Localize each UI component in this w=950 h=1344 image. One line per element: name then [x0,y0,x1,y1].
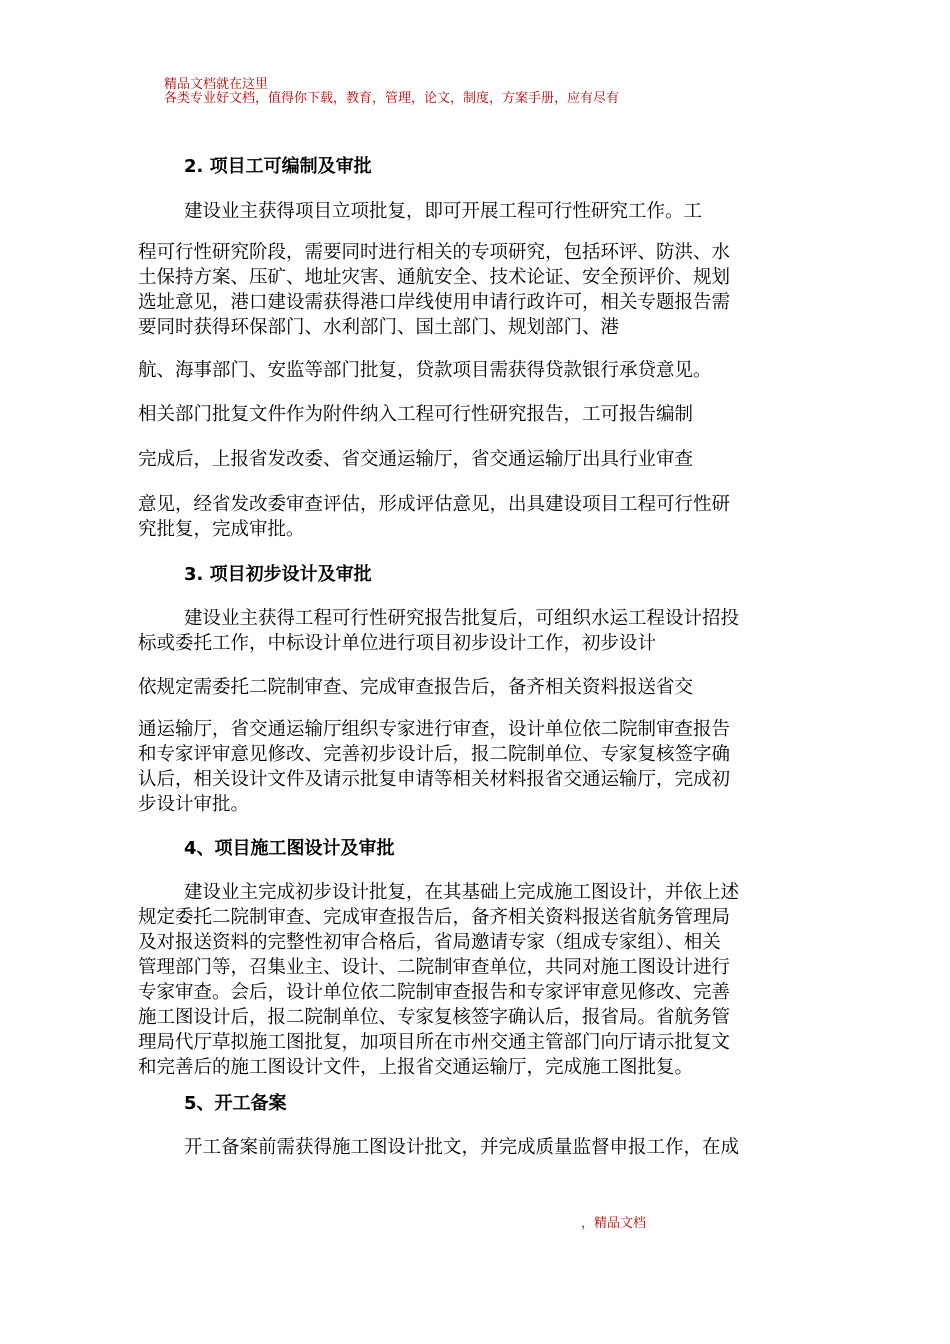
paragraph-line: 步设计审批。 [138,794,250,815]
paragraph-line: 究批复，完成审批。 [138,519,305,540]
paragraph-line: 和完善后的施工图设计文件，上报省交通运输厅，完成施工图批复。 [138,1057,694,1078]
header-line-1: 精品文档就在这里 [164,77,269,92]
section-heading-4: 4、项目施工图设计及审批 [184,838,395,859]
paragraph-line: 土保持方案、压矿、地址灾害、通航安全、技术论证、安全预评价、规划 [138,267,731,288]
paragraph-line: 依规定需委托二院制审查、完成审查报告后，备齐相关资料报送省交 [138,677,694,698]
paragraph-line: 程可行性研究阶段，需要同时进行相关的专项研究，包括环评、防洪、水 [138,242,731,263]
paragraph-line: 要同时获得环保部门、水利部门、国土部门、规划部门、港 [138,317,620,338]
footer-text: ，精品文档 [581,1216,647,1231]
paragraph-line: 建设业主获得项目立项批复，即可开展工程可行性研究工作。工 [184,201,703,222]
paragraph-line: 航、海事部门、安监等部门批复，贷款项目需获得贷款银行承贷意见。 [138,360,712,381]
paragraph-line: 标或委托工作，中标设计单位进行项目初步设计工作，初步设计 [138,633,657,654]
paragraph-line: 选址意见，港口建设需获得港口岸线使用申请行政许可，相关专题报告需 [138,292,731,313]
section-heading-5: 5、开工备案 [184,1093,287,1114]
paragraph-line: 建设业主获得工程可行性研究报告批复后，可组织水运工程设计招投 [184,608,740,629]
paragraph-line: 规定委托二院制审查、完成审查报告后，备齐相关资料报送省航务管理局 [138,907,731,928]
paragraph-line: 及对报送资料的完整性初审合格后，省局邀请专家（组成专家组）、相关 [138,932,721,953]
header-line-2: 各类专业好文档，值得你下载，教育，管理，论文，制度，方案手册，应有尽有 [164,91,620,106]
paragraph-line: 认后，相关设计文件及请示批复申请等相关材料报省交通运输厅，完成初 [138,769,731,790]
paragraph-line: 相关部门批复文件作为附件纳入工程可行性研究报告，工可报告编制 [138,404,694,425]
paragraph-line: 完成后，上报省发改委、省交通运输厅，省交通运输厅出具行业审查 [138,449,694,470]
paragraph-line: 意见，经省发改委审查评估，形成评估意见，出具建设项目工程可行性研 [138,494,731,515]
paragraph-line: 和专家评审意见修改、完善初步设计后，报二院制单位、专家复核签字确 [138,744,731,765]
paragraph-line: 开工备案前需获得施工图设计批文，并完成质量监督申报工作，在成 [184,1137,740,1158]
paragraph-line: 施工图设计后，报二院制单位、专家复核签字确认后，报省局。省航务管 [138,1007,731,1028]
paragraph-line: 管理部门等，召集业主、设计、二院制审查单位，共同对施工图设计进行 [138,957,731,978]
paragraph-line: 建设业主完成初步设计批复，在其基础上完成施工图设计，并依上述 [184,882,740,903]
paragraph-line: 理局代厅草拟施工图批复，加项目所在市州交通主管部门向厅请示批复文 [138,1032,731,1053]
paragraph-line: 通运输厅，省交通运输厅组织专家进行审查，设计单位依二院制审查报告 [138,719,731,740]
section-heading-2: 2. 项目工可编制及审批 [184,156,372,177]
paragraph-line: 专家审查。会后，设计单位依二院制审查报告和专家评审意见修改、完善 [138,982,731,1003]
section-heading-3: 3. 项目初步设计及审批 [184,564,372,585]
